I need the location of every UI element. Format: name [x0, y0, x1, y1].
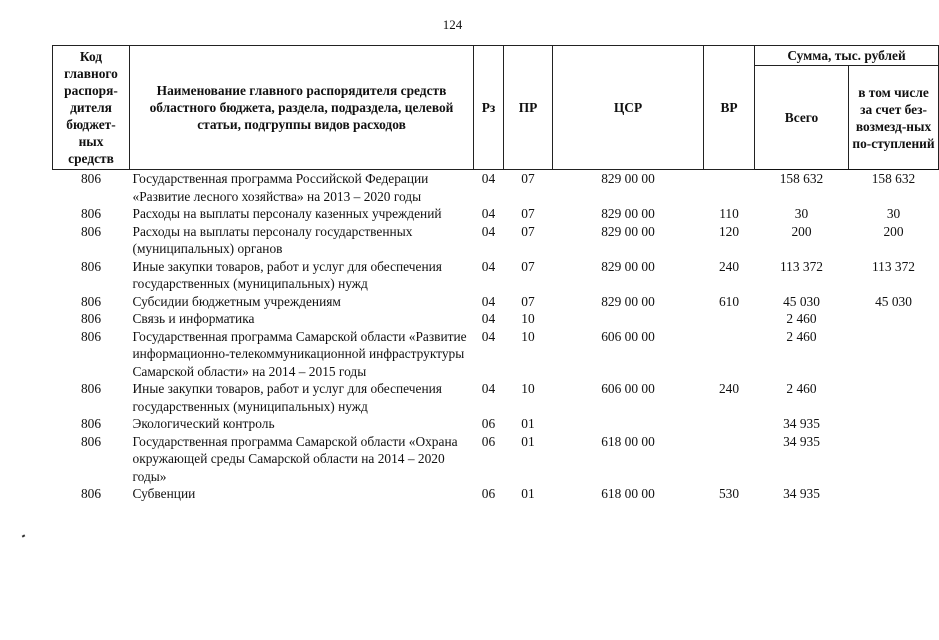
cell-vr: [704, 170, 755, 206]
cell-code: 806: [80, 293, 102, 309]
cell-total: 200: [791, 223, 812, 239]
cell-rz: 04: [481, 206, 496, 221]
table-row: [53, 258, 939, 293]
cell-gratuitous: 30: [886, 206, 901, 221]
header-rz: Рз: [474, 46, 504, 170]
cell-vr: 240: [718, 381, 740, 396]
cell-code: 806: [80, 258, 102, 274]
cell-name: Расходы на выплаты персоналу казенных учреждений: [132, 206, 442, 221]
cell-code: 806: [80, 486, 102, 501]
cell-gratuitous: 200: [883, 223, 904, 239]
cell-rz: 04: [481, 258, 496, 274]
cell-gratuitous: [849, 310, 939, 328]
cell-rz: 04: [481, 381, 496, 396]
cell-rz: 04: [481, 293, 496, 309]
table-row: [53, 380, 939, 415]
cell-total: 2 460: [786, 381, 817, 396]
cell-code: 806: [80, 433, 102, 449]
cell-name: Экологический контроль: [132, 416, 275, 431]
cell-name: Иные закупки товаров, работ и услуг для обеспечения государственных (муниципальных) нужд: [132, 381, 442, 414]
cell-total: 158 632: [779, 171, 824, 186]
cell-gratuitous: 45 030: [875, 293, 912, 309]
cell-csr: 829 00 00: [601, 223, 655, 239]
table-row: [53, 310, 939, 328]
cell-pr: 10: [521, 311, 535, 326]
cell-rz: 04: [481, 328, 496, 344]
cell-total: 45 030: [783, 293, 820, 309]
cell-csr: [553, 415, 704, 433]
page-number: 124: [442, 17, 463, 32]
cell-pr: 07: [521, 171, 535, 186]
scan-speck: [22, 534, 26, 537]
cell-vr: 120: [718, 223, 740, 239]
cell-name: Субвенции: [132, 486, 196, 501]
budget-table: [52, 45, 939, 503]
cell-vr: 110: [719, 206, 739, 221]
cell-code: 806: [80, 171, 102, 186]
cell-rz: 04: [481, 171, 496, 186]
cell-rz: 06: [481, 433, 496, 449]
table-row: [53, 485, 939, 503]
cell-csr: 829 00 00: [601, 206, 655, 221]
header-code: Код главного распоря-дителя бюджет-ных средств: [53, 46, 130, 170]
cell-csr: 829 00 00: [601, 258, 655, 274]
cell-csr: 606 00 00: [601, 328, 655, 344]
cell-gratuitous: 158 632: [871, 171, 916, 186]
header-vr: ВР: [704, 46, 755, 170]
cell-code: 806: [80, 416, 102, 431]
cell-pr: 07: [521, 293, 535, 309]
cell-total: 34 935: [783, 416, 820, 431]
table-row: [53, 415, 939, 433]
cell-total: 113 372: [779, 258, 824, 274]
header-sum-group: Сумма, тыс. рублей: [755, 46, 939, 66]
cell-vr: [704, 433, 755, 486]
cell-csr: 618 00 00: [601, 433, 655, 449]
table-body: [53, 170, 939, 503]
cell-gratuitous: [849, 328, 939, 381]
cell-vr: 530: [718, 486, 740, 501]
cell-gratuitous: [849, 485, 939, 503]
cell-csr: 618 00 00: [601, 486, 655, 501]
table-header: [53, 46, 939, 170]
cell-rz: 04: [481, 311, 496, 326]
cell-vr: [704, 310, 755, 328]
cell-rz: 06: [481, 416, 496, 431]
header-total: Всего: [755, 66, 849, 170]
cell-gratuitous: [849, 415, 939, 433]
cell-vr: [704, 415, 755, 433]
cell-vr: 610: [718, 293, 740, 309]
cell-gratuitous: [849, 380, 939, 415]
cell-rz: 06: [481, 486, 496, 501]
cell-pr: 10: [521, 328, 535, 344]
cell-total: 2 460: [786, 311, 817, 326]
cell-pr: 01: [521, 486, 535, 501]
table-row: [53, 170, 939, 206]
header-name: Наименование главного распорядителя средств областного бюджета, раздела, подраздела, целевой статьи, подгруппы видов расходов: [130, 46, 474, 170]
cell-pr: 07: [521, 206, 535, 221]
cell-csr: 606 00 00: [601, 381, 655, 396]
cell-pr: 07: [521, 223, 535, 239]
table-row: [53, 223, 939, 258]
cell-code: 806: [80, 381, 102, 396]
cell-vr: 240: [718, 258, 740, 274]
header-csr: ЦСР: [553, 46, 704, 170]
cell-total: 34 935: [783, 433, 820, 449]
cell-total: 2 460: [786, 328, 817, 344]
cell-gratuitous: [849, 433, 939, 486]
cell-name: Расходы на выплаты персоналу государственных (муниципальных) органов: [132, 223, 413, 256]
cell-csr: [553, 310, 704, 328]
table-row: [53, 433, 939, 486]
cell-pr: 01: [521, 433, 535, 449]
cell-name: Субсидии бюджетным учреждениям: [132, 293, 341, 309]
table-row: [53, 293, 939, 311]
table-row: [53, 328, 939, 381]
cell-name: Государственная программа Самарской области «Охрана окружающей среды Самарской области на 2014 – 2020 годы»: [132, 433, 458, 484]
cell-pr: 10: [521, 381, 535, 396]
cell-total: 34 935: [783, 486, 820, 501]
cell-vr: [704, 328, 755, 381]
cell-code: 806: [80, 206, 102, 221]
cell-total: 30: [794, 206, 809, 221]
cell-name: Государственная программа Самарской области «Развитие информационно-телекоммуникационной инфраструктуры Самарской области» на 2014 – 2015 годы: [132, 328, 467, 379]
cell-gratuitous: 113 372: [871, 258, 916, 274]
cell-code: 806: [80, 223, 102, 239]
cell-csr: 829 00 00: [601, 293, 655, 309]
header-gratuitous: в том числе за счет без-возмезд-ных по-ступлений: [849, 66, 939, 170]
cell-name: Связь и информатика: [132, 311, 255, 326]
cell-code: 806: [80, 311, 102, 326]
header-pr: ПР: [504, 46, 553, 170]
cell-pr: 01: [521, 416, 535, 431]
cell-code: 806: [80, 328, 102, 344]
table-row: [53, 205, 939, 223]
cell-pr: 07: [521, 258, 535, 274]
cell-csr: 829 00 00: [601, 171, 655, 186]
cell-name: Государственная программа Российской Федерации «Развитие лесного хозяйства» на 2013 – 2020 годы: [132, 171, 429, 204]
cell-rz: 04: [481, 223, 496, 239]
cell-name: Иные закупки товаров, работ и услуг для обеспечения государственных (муниципальных) нужд: [132, 258, 442, 291]
